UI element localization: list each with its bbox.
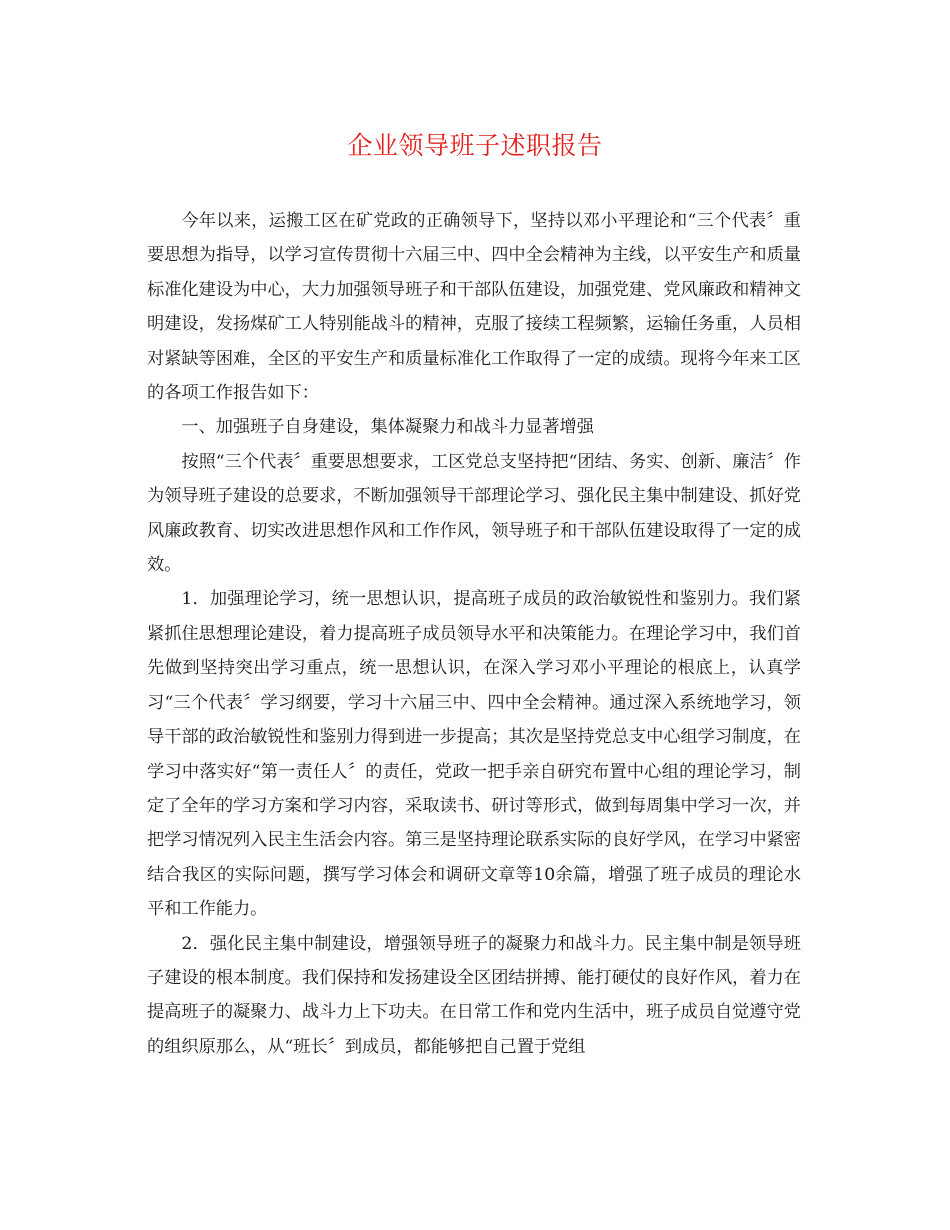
paragraph-section-1: 按照“三个代表〞重要思想要求，工区党总支坚持把“团结、务实、创新、廉洁〞作为领导班子建设的总要求，不断加强领导干部理论学习、强化民主集中制建设、抓好党风廉政教育、切实改进思想作风和工作作风，领导班子和干部队伍建设取得了一定的成效。 [147, 451, 801, 576]
paragraph-item-2: 2．强化民主集中制建设，增强领导班子的凝聚力和战斗力。民主集中制是领导班子建设的根本制度。我们保持和发扬建设全区团结拼搏、能打硬仗的良好作风，着力在提高班子的凝聚力、战斗力上下功夫。在日常工作和党内生活中，班子成员自觉遵守党的组织原那么，从“班长〞到成员，都能够把自己置于党组 [147, 933, 801, 1057]
section-heading-1: 一、加强班子自身建设，集体凝聚力和战斗力显著增强 [181, 417, 594, 438]
document-title: 企业领导班子述职报告 [347, 131, 603, 160]
document-body [147, 204, 801, 1064]
paragraph-item-1: 1．加强理论学习，统一思想认识，提高班子成员的政治敏锐性和鉴别力。我们紧紧抓住思想理论建设，着力提高班子成员领导水平和决策能力。在理论学习中，我们首先做到坚持突出学习重点，统一思想认识，在深入学习邓小平理论的根底上，认真学习“三个代表〞学习纲要，学习十六届三中、四中全会精神。通过深入系统地学习，领导干部的政治敏锐性和鉴别力得到进一步提高；其次是坚持党总支中心组学习制度，在学习中落实好“第一责任人〞的责任，党政一把手亲自研究布置中心组的理论学习，制定了全年的学习方案和学习内容，采取读书、研讨等形式，做到每周集中学习一次，并把学习情况列入民主生活会内容。第三是坚持理论联系实际的良好学风，在学习中紧密结合我区的实际问题，撰写学习体会和调研文章等10余篇，增强了班子成员的理论水平和工作能力。 [147, 589, 801, 920]
paragraph-intro: 今年以来，运搬工区在矿党政的正确领导下，坚持以邓小平理论和“三个代表〞重要思想为指导，以学习宣传贯彻十六届三中、四中全会精神为主线，以平安生产和质量标准化建设为中心，大力加强领导班子和干部队伍建设，加强党建、党风廉政和精神文明建设，发扬煤矿工人特别能战斗的精神，克服了接续工程频繁，运输任务重，人员相对紧缺等困难，全区的平安生产和质量标准化工作取得了一定的成绩。现将今年来工区的各项工作报告如下： [147, 211, 801, 404]
